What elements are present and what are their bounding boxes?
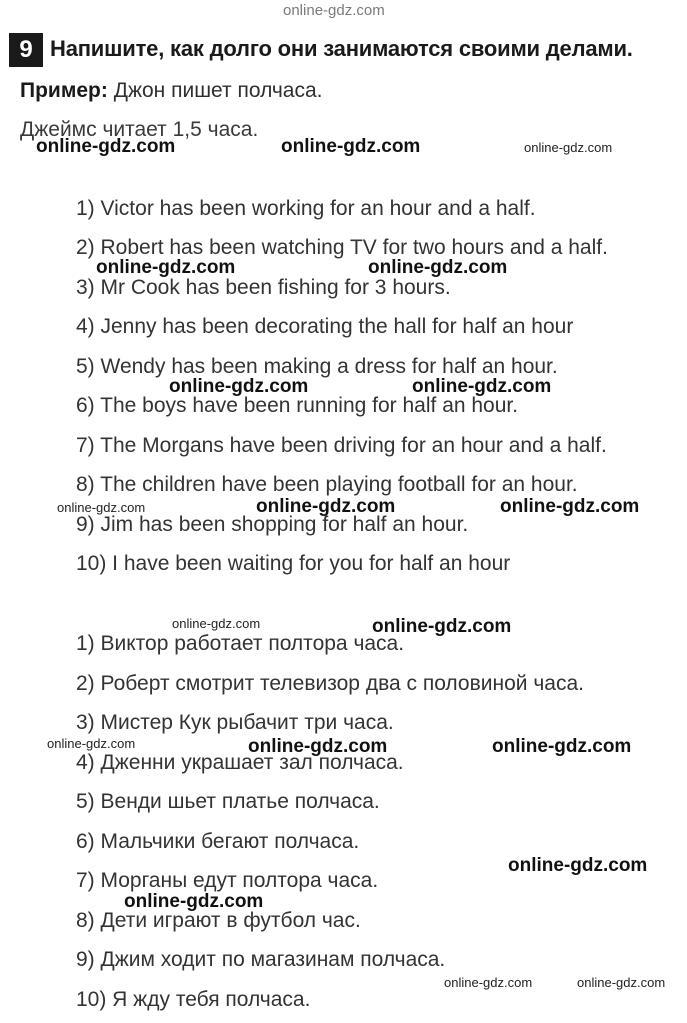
russian-answer-2: 2) Роберт смотрит телевизор два с половиной часа.: [76, 672, 584, 695]
russian-answer-9: 9) Джим ходит по магазинам полчаса.: [76, 948, 446, 971]
watermark: online-gdz.com: [124, 891, 264, 912]
watermark: online-gdz.com: [412, 376, 552, 397]
russian-answer-3: 3) Мистер Кук рыбачит три часа.: [76, 711, 394, 734]
english-answer-6: 6) The boys have been running for half an hour.: [76, 394, 519, 417]
russian-answer-5: 5) Венди шьет платье полчаса.: [76, 790, 380, 813]
russian-answer-4: 4) Дженни украшает зал полчаса.: [76, 751, 404, 774]
given-line: Джеймс читает 1,5 часа.: [20, 118, 259, 141]
watermark: online-gdz.com: [169, 376, 309, 397]
russian-answer-1: 1) Виктор работает полтора часа.: [76, 632, 405, 655]
english-answer-10: 10) I have been waiting for you for half an hour: [76, 552, 511, 575]
watermark: online-gdz.com: [368, 257, 508, 278]
russian-answer-6: 6) Мальчики бегают полчаса.: [76, 830, 360, 853]
watermark: online-gdz.com: [444, 975, 533, 990]
watermark: online-gdz.com: [172, 616, 261, 631]
watermark: online-gdz.com: [500, 496, 640, 517]
watermark: online-gdz.com: [508, 855, 648, 876]
watermark: online-gdz.com: [524, 140, 613, 155]
watermark: online-gdz.com: [577, 975, 666, 990]
task-title: Напишите, как долго они занимаются своими делами.: [50, 36, 633, 61]
watermark-top: online-gdz.com: [283, 2, 385, 19]
english-answer-7: 7) The Morgans have been driving for an hour and a half.: [76, 434, 607, 457]
watermark: online-gdz.com: [47, 736, 136, 751]
watermark: online-gdz.com: [281, 136, 421, 157]
english-answer-5: 5) Wendy has been making a dress for half an hour.: [76, 355, 558, 378]
example-text: Джон пишет полчаса.: [113, 79, 323, 102]
example-line: [20, 79, 323, 103]
russian-answer-7: 7) Морганы едут полтора часа.: [76, 869, 379, 892]
english-answer-4: 4) Jenny has been decorating the hall for half an hour: [76, 315, 574, 338]
watermark: online-gdz.com: [372, 616, 512, 637]
english-answer-3: 3) Mr Cook has been fishing for 3 hours.: [76, 276, 451, 299]
watermark: online-gdz.com: [492, 736, 632, 757]
watermark: online-gdz.com: [96, 257, 236, 278]
english-answer-9: 9) Jim has been shopping for half an hour.: [76, 513, 469, 536]
example-label: Пример:: [20, 79, 108, 102]
watermark: online-gdz.com: [57, 500, 146, 515]
watermark: online-gdz.com: [36, 136, 176, 157]
russian-answer-8: 8) Дети играют в футбол час.: [76, 909, 361, 932]
watermark: online-gdz.com: [256, 496, 396, 517]
english-answer-1: 1) Victor has been working for an hour and a half.: [76, 197, 536, 220]
task-number-badge: 9: [9, 33, 43, 67]
english-answer-8: 8) The children have been playing football for an hour.: [76, 473, 578, 496]
watermark: online-gdz.com: [248, 736, 388, 757]
english-answer-2: 2) Robert has been watching TV for two hours and a half.: [76, 236, 608, 259]
russian-answer-10: 10) Я жду тебя полчаса.: [76, 988, 311, 1011]
